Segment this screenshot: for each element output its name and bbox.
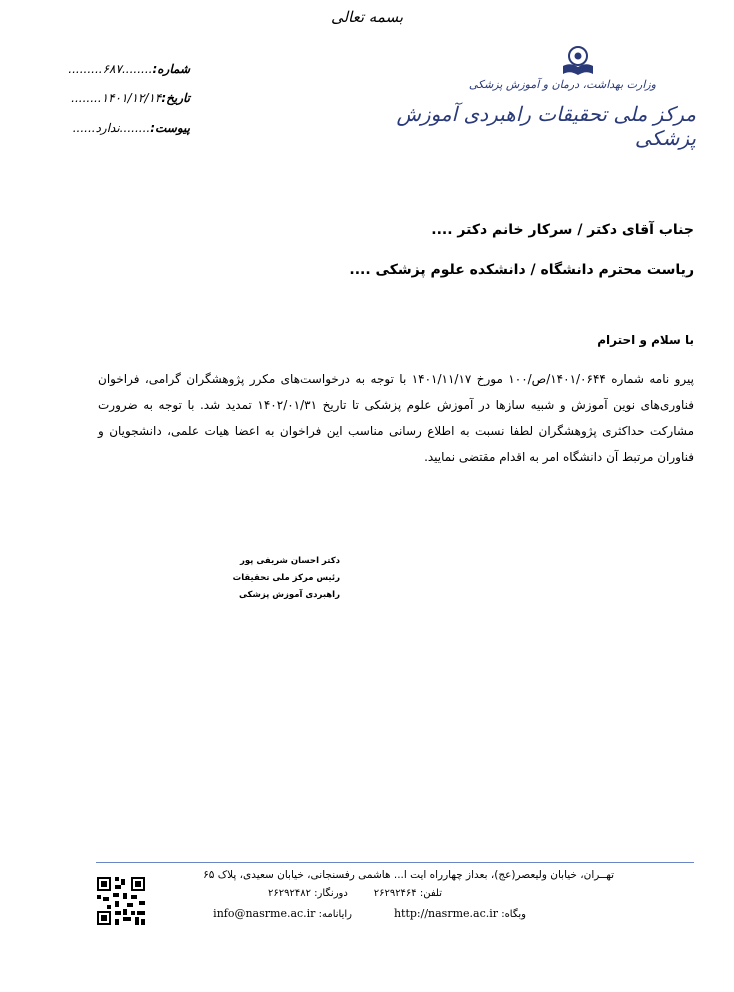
letter-attachment xyxy=(60,121,190,135)
footer-website xyxy=(376,907,526,920)
footer-phone-label: تلفن: xyxy=(419,888,442,899)
footer-fax-label: دورنگار: xyxy=(314,888,348,899)
addressee-line-2: ریاست محترم دانشگاه / دانشکده علوم پزشکی .... xyxy=(349,262,694,278)
letterhead-logo xyxy=(396,42,696,150)
qr-code-icon xyxy=(97,877,145,925)
footer-address: تهــران، خیابان ولیعصر(عج)، بعداز چهارراه ایت ا... هاشمی رفسنجانی، خیابان سعیدی، پلاک ۶۵ xyxy=(203,869,614,881)
footer-phone-value: ۲۶۲۹۲۴۶۴ xyxy=(373,888,417,899)
footer-phone xyxy=(374,888,442,899)
footer-email xyxy=(198,907,352,920)
letter-body: پیرو نامه شماره ۱۴۰۱/۰۶۴۴/ص/۱۰۰ مورخ ۱۴۰۱/۱۱/۱۷ با توجه به درخواست‌های مکرر پژوهشگران گرامی، فراخوان فناوری‌های نوین آموزش و شبیه سازها در آموزش علوم پزشکی تا تاریخ ۱۴۰۲/۰۱/۳۱ تمدید شد. با توجه به ضرورت مشارکت حداکثری پژوهشگران لطفا نسبت به اطلاع رسانی مناسب این فراخوان به اعضا هیات علمی، دانشجویان و فناوران مرتبط آن دانشگاه امر به اقدام مقتضی نمایید. xyxy=(98,372,694,464)
center-name: مرکز ملی تحقیقات راهبردی آموزش پزشکی xyxy=(396,102,696,150)
signatory-title-1: رئیس مرکز ملی تحقیقات xyxy=(232,573,340,583)
ministry-name: وزارت بهداشت، درمان و آموزش پزشکی xyxy=(468,78,656,91)
invocation-heading: بسمه تعالی xyxy=(330,8,404,26)
letter-date xyxy=(60,91,190,105)
signature-block xyxy=(230,553,340,604)
signatory-name: دکتر احسان شریفی پور xyxy=(239,556,340,566)
footer-divider xyxy=(96,862,694,863)
footer-website-link[interactable]: http://nasrme.ac.ir xyxy=(393,907,499,920)
letter-attachment-value: ........ندارد...... xyxy=(72,121,151,135)
letter-number-label: شماره: xyxy=(152,62,190,76)
letter-number xyxy=(60,62,190,76)
addressee-line-1: جناب آقای دکتر / سرکار خانم دکتر .... xyxy=(431,222,694,238)
footer-fax xyxy=(268,888,348,899)
letter-number-value: ........۶۸۷......... xyxy=(68,62,153,76)
letter-date-value: ۱۴۰۱/۱۲/۱۴........ xyxy=(71,91,162,105)
footer-email-label: رایانامه: xyxy=(318,909,352,920)
book-emblem-icon xyxy=(560,42,596,78)
footer-email-link[interactable]: info@nasrme.ac.ir xyxy=(213,907,316,920)
letter-date-label: تاریخ: xyxy=(161,91,190,105)
letter-attachment-label: پیوست: xyxy=(150,121,190,135)
footer-website-label: وبگاه: xyxy=(501,909,526,920)
greeting: با سلام و احترام xyxy=(597,333,694,347)
footer-fax-value: ۲۶۲۹۲۴۸۲ xyxy=(268,888,311,899)
signatory-title-2: راهبردی آموزش پزشکی xyxy=(238,590,340,600)
